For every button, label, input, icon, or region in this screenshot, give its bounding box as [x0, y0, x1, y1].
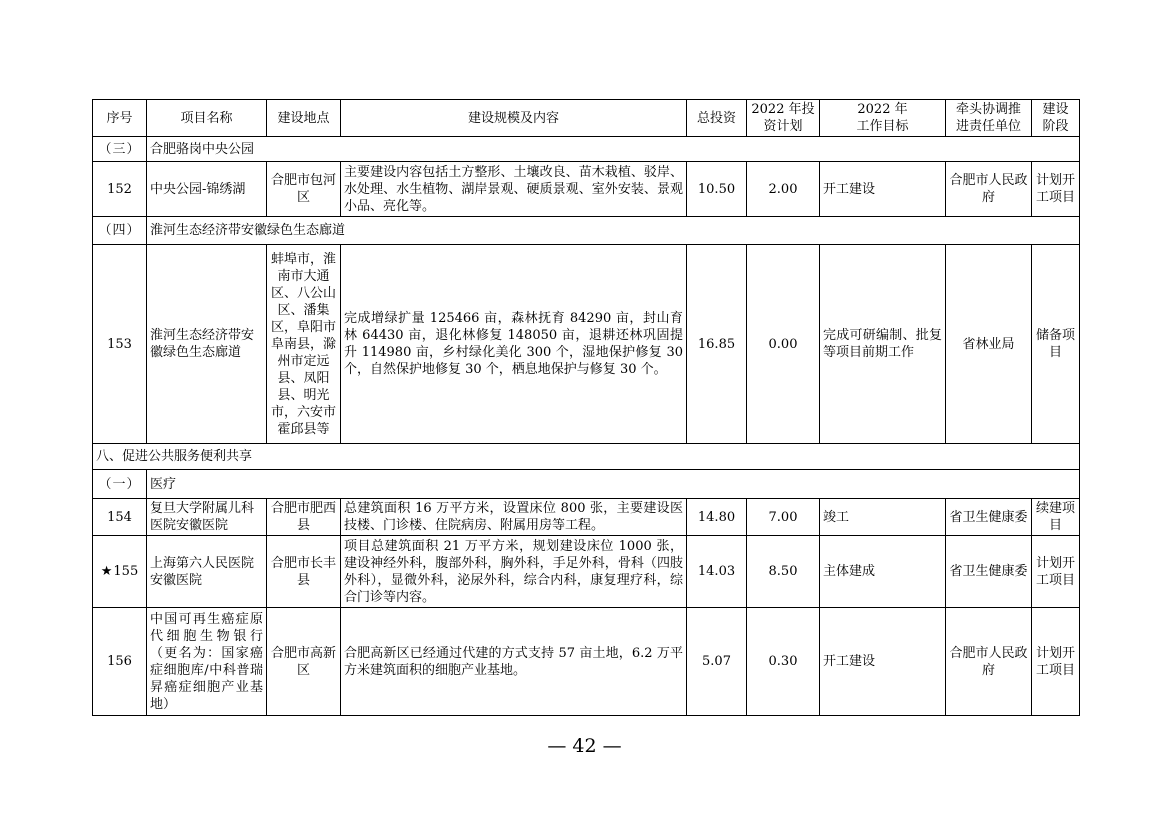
row-location: 合肥市包河区 [267, 162, 341, 217]
row-stage: 计划开工项目 [1032, 536, 1080, 608]
row-content: 合肥高新区已经通过代建的方式支持 57 亩土地，6.2 万平方米建筑面积的细胞产业基地。 [341, 608, 687, 716]
row-target: 开工建设 [820, 162, 946, 217]
row-unit: 省卫生健康委 [946, 499, 1032, 536]
row-location: 合肥市肥西县 [267, 499, 341, 536]
row-seq: 153 [93, 245, 147, 444]
row-stage: 计划开工项目 [1032, 162, 1080, 217]
row-total: 16.85 [687, 245, 747, 444]
section-title: 合肥骆岗中央公园 [147, 137, 1080, 162]
table-row [93, 608, 1080, 716]
table-header-row [93, 100, 1080, 137]
row-stage: 续建项目 [1032, 499, 1080, 536]
section-title: 医疗 [147, 470, 1080, 499]
header-target: 2022 年 工作目标 [820, 100, 946, 137]
row-seq: ★155 [93, 536, 147, 608]
section-number: （三） [93, 137, 147, 162]
section-number: （四） [93, 217, 147, 245]
row-content: 总建筑面积 16 万平方米，设置床位 800 张，主要建设医技楼、门诊楼、住院病房、附属用房等工程。 [341, 499, 687, 536]
header-unit: 牵头协调推 进责任单位 [946, 100, 1032, 137]
row-location: 合肥市高新区 [267, 608, 341, 716]
row-seq: 156 [93, 608, 147, 716]
section-row [93, 137, 1080, 162]
section-title: 淮河生态经济带安徽绿色生态廊道 [147, 217, 1080, 245]
row-plan: 2.00 [747, 162, 820, 217]
chapter-row [93, 444, 1080, 470]
row-name: 复旦大学附属儿科医院安徽医院 [147, 499, 267, 536]
project-table [92, 99, 1080, 716]
row-name: 淮河生态经济带安徽绿色生态廊道 [147, 245, 267, 444]
row-unit: 省林业局 [946, 245, 1032, 444]
row-stage: 储备项目 [1032, 245, 1080, 444]
header-total: 总投资 [687, 100, 747, 137]
header-seq: 序号 [93, 100, 147, 137]
row-unit: 省卫生健康委 [946, 536, 1032, 608]
row-plan: 7.00 [747, 499, 820, 536]
page-number: — 42 — [547, 735, 622, 757]
header-plan: 2022 年投 资计划 [747, 100, 820, 137]
row-plan: 0.00 [747, 245, 820, 444]
row-content: 主要建设内容包括土方整形、土壤改良、苗木栽植、驳岸、水处理、水生植物、湖岸景观、硬质景观、室外安装、景观小品、亮化等。 [341, 162, 687, 217]
row-target: 开工建设 [820, 608, 946, 716]
header-stage: 建设 阶段 [1032, 100, 1080, 137]
chapter-title: 八、促进公共服务便利共享 [93, 444, 1080, 470]
section-number: （一） [93, 470, 147, 499]
row-stage: 计划开工项目 [1032, 608, 1080, 716]
row-plan: 8.50 [747, 536, 820, 608]
row-total: 14.03 [687, 536, 747, 608]
header-content: 建设规模及内容 [341, 100, 687, 137]
row-unit: 合肥市人民政府 [946, 162, 1032, 217]
row-location: 蚌埠市，淮南市大通区、八公山区、潘集区，阜阳市阜南县，滁州市定远县、凤阳县、明光市，六安市霍邱县等 [267, 245, 341, 444]
table-row [93, 499, 1080, 536]
row-name: 中央公园-锦绣湖 [147, 162, 267, 217]
row-total: 14.80 [687, 499, 747, 536]
row-target: 竣工 [820, 499, 946, 536]
table-row [93, 162, 1080, 217]
row-total: 10.50 [687, 162, 747, 217]
row-content: 项目总建筑面积 21 万平方米，规划建设床位 1000 张，建设神经外科，腹部外科，胸外科，手足外科，骨科（四肢外科），显微外科，泌尿外科，综合内科，康复理疗科，综合门诊等内容。 [341, 536, 687, 608]
row-unit: 合肥市人民政府 [946, 608, 1032, 716]
row-total: 5.07 [687, 608, 747, 716]
row-plan: 0.30 [747, 608, 820, 716]
row-seq: 154 [93, 499, 147, 536]
section-row [93, 217, 1080, 245]
table-row [93, 536, 1080, 608]
header-name: 项目名称 [147, 100, 267, 137]
row-name: 上海第六人民医院安徽医院 [147, 536, 267, 608]
row-seq: 152 [93, 162, 147, 217]
table-row [93, 245, 1080, 444]
row-target: 主体建成 [820, 536, 946, 608]
row-content: 完成增绿扩量 125466 亩，森林抚育 84290 亩，封山育林 64430 亩，退化林修复 148050 亩，退耕还林巩固提升 114980 亩，乡村绿化美化 300 个，湿地保护修复 30 个，自然保护地修复 30 个，栖息地保护与修复 30 个。 [341, 245, 687, 444]
row-target: 完成可研编制、批复等项目前期工作 [820, 245, 946, 444]
row-name: 中国可再生癌症原代细胞生物银行（更名为：国家癌症细胞库/中科普瑞昇癌症细胞产业基地） [147, 608, 267, 716]
row-location: 合肥市长丰县 [267, 536, 341, 608]
star-icon: ★ [100, 564, 113, 579]
header-location: 建设地点 [267, 100, 341, 137]
section-row [93, 470, 1080, 499]
